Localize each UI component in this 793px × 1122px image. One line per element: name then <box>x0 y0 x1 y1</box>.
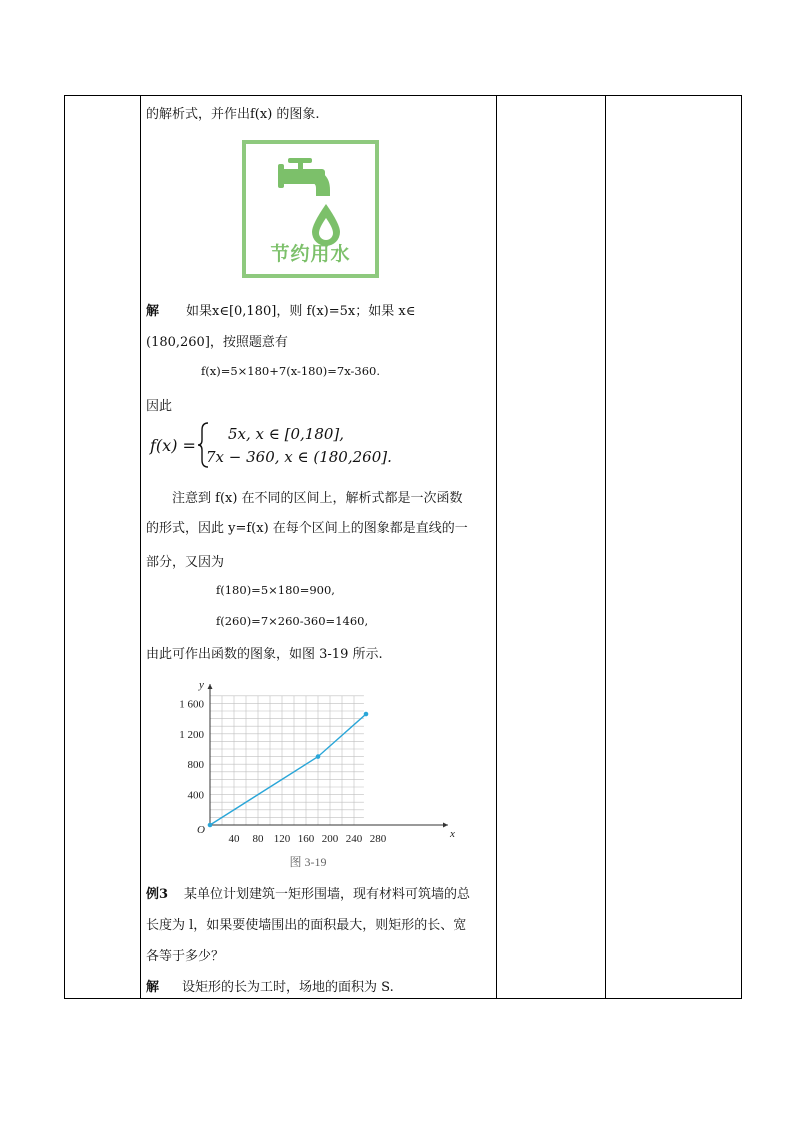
y-tick-label: 1 200 <box>179 728 204 741</box>
text-line-3: (180,260]，按照题意有 <box>146 335 288 350</box>
text-line-4: 因此 <box>146 399 173 414</box>
text-line-2: 如果x∈[0,180]，则 f(x)=5x；如果 x∈ <box>186 304 416 319</box>
x-axis-arrow <box>443 823 448 828</box>
x-tick-label: 200 <box>321 833 339 845</box>
series-line <box>210 714 366 825</box>
data-point <box>364 712 369 717</box>
y-tick-label: 800 <box>187 759 204 772</box>
x-tick-label: 120 <box>273 833 291 845</box>
solution-label-2: 解 <box>146 980 160 995</box>
x-tick-label: 80 <box>252 833 264 845</box>
column-divider-3 <box>605 96 606 998</box>
formula-case-1: 5x, x ∈ [0,180], <box>228 425 345 443</box>
x-axis-label: x <box>450 828 455 840</box>
equation-line-2: f(180)=5×180=900, <box>216 583 335 597</box>
x-tick-label: 280 <box>369 833 387 845</box>
x-tick-label: 40 <box>228 833 240 845</box>
text-line-1: 的解析式，并作出f(x) 的图象. <box>146 107 320 122</box>
x-tick-label: 240 <box>345 833 363 845</box>
x-tick-label: 160 <box>297 833 315 845</box>
column-divider-1 <box>140 96 141 998</box>
solution-label: 解 <box>146 304 160 319</box>
text-line-6: 的形式，因此 y=f(x) 在每个区间上的图象都是直线的一 <box>146 521 468 536</box>
data-point <box>316 754 321 759</box>
equation-line-1: f(x)=5×180+7(x-180)=7x-360. <box>201 364 381 378</box>
origin-label: O <box>197 824 205 836</box>
text-line-10: 长度为 l，如果要使墙围出的面积最大，则矩形的长、宽 <box>146 918 467 933</box>
text-line-5: 注意到 f(x) 在不同的区间上，解析式都是一次函数 <box>172 491 463 506</box>
y-tick-label: 400 <box>187 789 204 802</box>
text-line-8: 由此可作出函数的图象，如图 3-19 所示. <box>146 647 383 662</box>
figure-caption: 图 3-19 <box>289 855 327 869</box>
formula-lhs: f(x) = <box>150 436 196 455</box>
text-line-9: 某单位计划建筑一矩形围墙，现有材料可筑墙的总 <box>184 887 471 902</box>
text-line-12: 设矩形的长为工时，场地的面积为 S. <box>182 980 394 995</box>
y-axis-arrow <box>208 684 213 689</box>
data-point <box>208 823 213 828</box>
text-line-7: 部分，又因为 <box>146 555 225 570</box>
example-label: 例3 <box>146 887 169 902</box>
y-axis-label: y <box>199 679 204 691</box>
equation-line-3: f(260)=7×260-360=1460, <box>216 614 369 628</box>
water-saving-logo <box>242 140 379 278</box>
text-line-11: 各等于多少？ <box>146 949 225 964</box>
figure-3-19-chart <box>170 676 460 876</box>
y-tick-label: 1 600 <box>179 698 204 711</box>
piecewise-formula <box>148 420 392 470</box>
logo-text: 节约用水 <box>270 243 351 265</box>
column-divider-2 <box>496 96 497 998</box>
formula-case-2: 7x − 360, x ∈ (180,260]. <box>206 448 392 466</box>
